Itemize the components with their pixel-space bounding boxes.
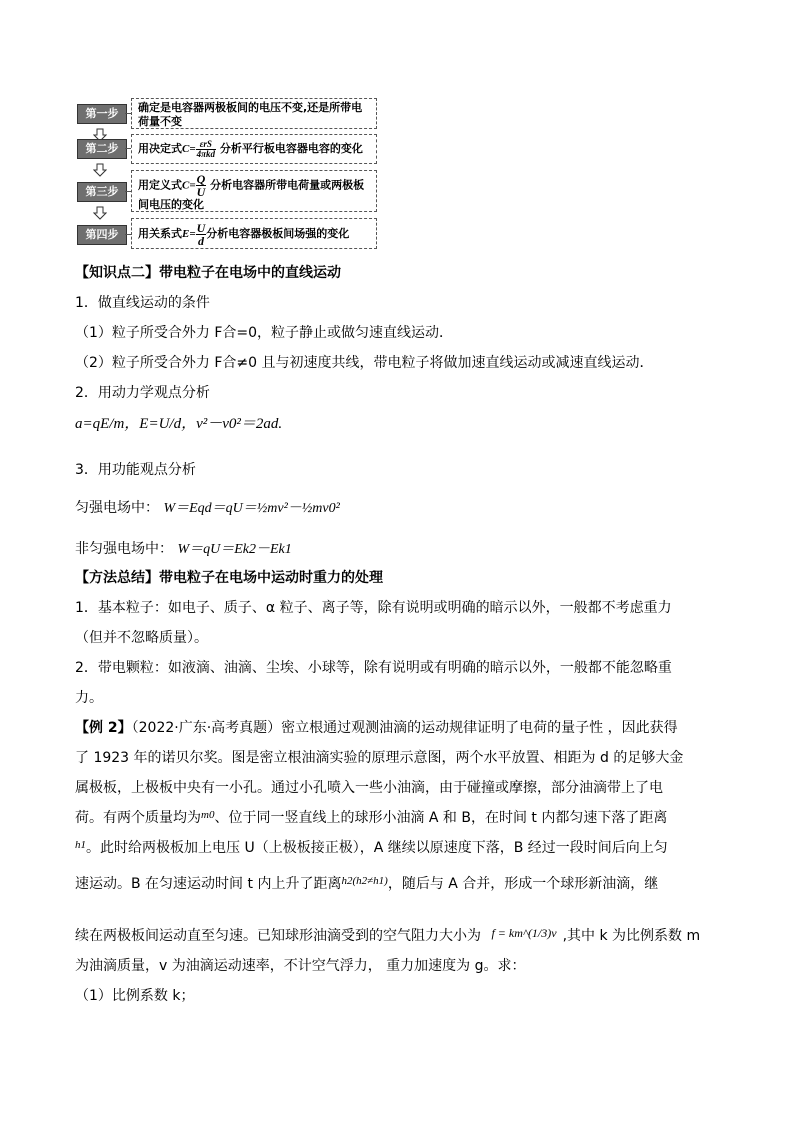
example-question-1: （1）比例系数 k； (75, 988, 195, 1004)
step-4-text-pre: 用关系式 (138, 227, 182, 240)
item1-b: （2）粒子所受合外力 F合≠0 且与初速度共线，带电粒子将做加速直线运动或减速直线运动． (75, 355, 654, 371)
example-text-4a: 荷。有两个质量均为 (75, 810, 201, 826)
example-drag-formula: f = km^(1/3)v (491, 926, 557, 940)
step-3-numerator: Q (196, 172, 206, 186)
example-line-4 (75, 807, 667, 827)
step-4-label: 第四步 (77, 225, 127, 245)
down-arrow-icon (93, 163, 107, 177)
step-2-numerator: εrS (196, 140, 216, 150)
eq3b-row (75, 538, 292, 558)
example-line-3: 属极板，上极板中央有一小孔。通过小孔喷入一些小油滴，由于碰撞或摩擦，部分油滴带上了电 (75, 780, 663, 796)
step-4-denominator: d (197, 233, 204, 248)
step-3-text-pre: 用定义式 (138, 178, 182, 192)
example-text-5: 。此时给两极板加上电压 U（上极板接正极），A 继续以原速度下落，B 经过一段时间后向上匀 (86, 840, 668, 856)
step-3-formula-lhs: C= (182, 179, 196, 192)
step-1-text: 确定是电容器两极板间的电压不变,还是所带电荷量不变 (131, 98, 377, 129)
eq3b-label: 非匀强电场中： (75, 541, 173, 557)
example-text-6a: 速运动。B 在匀速运动时间 t 内上升了距离 (75, 876, 342, 892)
example-text-7b: ,其中 k 为比例系数 m (562, 928, 701, 944)
step-2-box (131, 134, 377, 164)
item2-title: 2．用动力学观点分析 (75, 385, 210, 401)
method-heading: 【方法总结】带电粒子在电场中运动时重力的处理 (75, 570, 383, 586)
step-1-label: 第一步 (77, 104, 127, 124)
down-arrow-icon (93, 206, 107, 220)
method-p1-line1: 1．基本粒子：如电子、质子、α 粒子、离子等，除有说明或明确的暗示以外，一般都不考虑重力 (75, 600, 672, 616)
eq3a-row (75, 497, 340, 517)
example-line-8: 为油滴质量，v 为油滴运动速率，不计空气浮力， 重力加速度为 g。求： (75, 958, 526, 974)
item1-title: 1．做直线运动的条件 (75, 295, 210, 311)
example-text-7a: 续在两极板间运动直至匀速。已知球形油滴受到的空气阻力大小为 (75, 928, 481, 944)
step-4-fraction (196, 222, 207, 247)
eq3a-label: 匀强电场中： (75, 500, 159, 516)
step-3-denominator: U (196, 185, 206, 199)
example-text-6b: ，随后与 A 合并，形成一个球形新油滴，继 (387, 876, 659, 892)
step-4-numerator: U (196, 220, 206, 235)
step-4-formula-lhs: E= (182, 228, 196, 240)
step-2-formula-lhs: C= (182, 143, 196, 155)
step-4-box (131, 218, 377, 249)
step-2-label: 第二步 (77, 139, 127, 159)
step-3-fraction (196, 173, 207, 198)
example-source: （2022·广东·高考真题） (131, 720, 282, 736)
method-p2-line2: 力。 (75, 690, 103, 706)
example-line-2: 了 1923 年的诺贝尔奖。图是密立根油滴实验的原理示意图，两个水平放置、相距为 d 的足够大金 (75, 750, 684, 766)
example-text-4b: 、位于同一竖直线上的球形小油滴 A 和 B，在时间 t 内都匀速下落了距离 (214, 810, 668, 826)
example-h1-symbol: h1 (75, 839, 86, 851)
step-3-label: 第三步 (77, 182, 127, 202)
step-3-box (131, 170, 377, 212)
example-label: 【例 2】 (75, 720, 132, 736)
example-line-7 (75, 925, 700, 945)
method-p1-line2: （但并不忽略质量）。 (75, 630, 208, 646)
step-2-denominator: 4πkd (196, 148, 216, 159)
step-2-text-post: 分析平行板电容器电容的变化 (219, 142, 363, 155)
example-line-1 (75, 717, 678, 737)
step-3-text-post: 分析电容器所带电荷量或两极板间电压的变化 (138, 178, 365, 211)
step-2-text-pre: 用决定式 (138, 142, 182, 155)
eq3b: W＝qU＝Ek2－Ek1 (177, 542, 292, 557)
knowledge-heading: 【知识点二】带电粒子在电场中的直线运动 (75, 265, 341, 281)
example-line-5 (75, 837, 668, 857)
step-2-fraction (196, 140, 216, 159)
item3-title: 3．用功能观点分析 (75, 462, 196, 478)
item1-a: （1）粒子所受合外力 F合=0，粒子静止或做匀速直线运动． (75, 325, 454, 341)
eq3a: W＝Eqd＝qU＝½mv²－½mv0² (163, 501, 340, 516)
method-p2-line1: 2．带电颗粒：如液滴、油滴、尘埃、小球等，除有说明或有明确的暗示以外，一般都不能忽略重 (75, 660, 672, 676)
step-4-text-post: 分析电容器极板间场强的变化 (206, 227, 350, 240)
example-line-6 (75, 873, 658, 893)
example-h2-symbol: h2(h2≠h1) (341, 875, 388, 887)
example-mass-symbol: m0 (201, 809, 215, 821)
example-text-1: 密立根通过观测油滴的运动规律证明了电荷的量子性 ，因此获得 (281, 720, 678, 736)
eq2: a=qE/m，E=U/d，v²－v0²＝2ad. (75, 416, 283, 432)
